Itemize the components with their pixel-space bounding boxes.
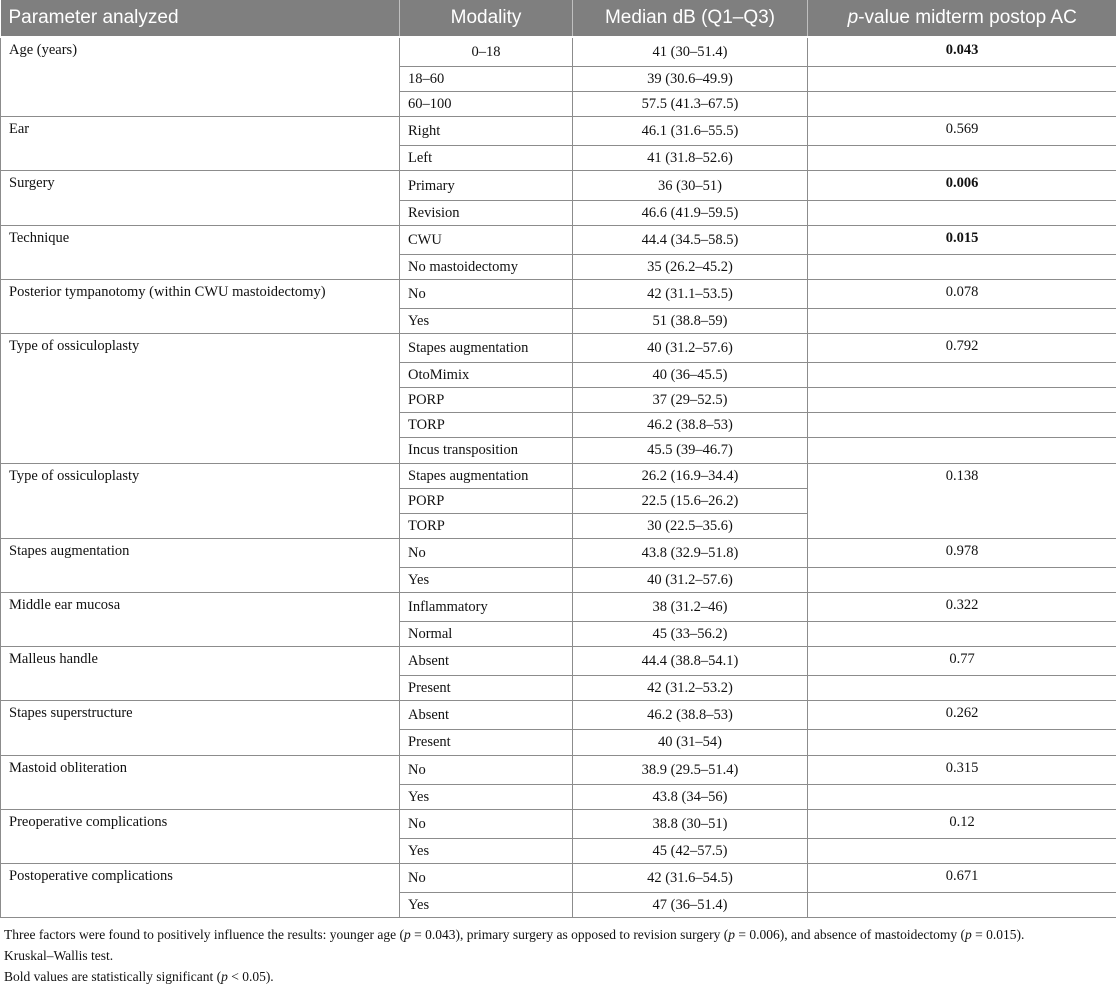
- modality-cell: Present: [400, 676, 573, 701]
- pvalue-empty-cell: [808, 308, 1116, 333]
- header-pvalue-p: p: [848, 7, 859, 28]
- parameter-cell: Malleus handle: [1, 647, 400, 701]
- pvalue-empty-cell: [808, 67, 1116, 92]
- table-row: [1, 225, 1116, 254]
- parameter-cell: Posterior tympanotomy (within CWU mastoidectomy): [1, 279, 400, 333]
- table-row: [1, 463, 1116, 488]
- pvalue-cell: 0.77: [808, 647, 1116, 676]
- median-cell: 40 (36–45.5): [573, 363, 808, 388]
- modality-cell: Absent: [400, 701, 573, 730]
- parameter-cell: Middle ear mucosa: [1, 592, 400, 646]
- pvalue-cell: 0.043: [808, 37, 1116, 67]
- modality-cell: Yes: [400, 784, 573, 809]
- pvalue-empty-cell: [808, 146, 1116, 171]
- pvalue-empty-cell: [808, 413, 1116, 438]
- pvalue-cell: 0.671: [808, 863, 1116, 892]
- modality-cell: Revision: [400, 200, 573, 225]
- modality-cell: Normal: [400, 622, 573, 647]
- table-footnotes: [0, 918, 1116, 987]
- modality-cell: Stapes augmentation: [400, 334, 573, 363]
- parameter-cell: Preoperative complications: [1, 809, 400, 863]
- footnote-test: Kruskal–Wallis test.: [4, 945, 1116, 966]
- pvalue-cell: 0.12: [808, 809, 1116, 838]
- modality-cell: 18–60: [400, 67, 573, 92]
- parameter-cell: Stapes superstructure: [1, 701, 400, 755]
- pvalue-empty-cell: [808, 784, 1116, 809]
- median-cell: 38 (31.2–46): [573, 592, 808, 621]
- table-row: [1, 755, 1116, 784]
- pvalue-cell: 0.569: [808, 117, 1116, 146]
- pvalue-cell: 0.262: [808, 701, 1116, 730]
- parameter-cell: Surgery: [1, 171, 400, 225]
- modality-cell: Yes: [400, 567, 573, 592]
- modality-cell: Inflammatory: [400, 592, 573, 621]
- median-cell: 46.6 (41.9–59.5): [573, 200, 808, 225]
- pvalue-cell: 0.138: [808, 463, 1116, 538]
- modality-cell: Yes: [400, 308, 573, 333]
- modality-cell: PORP: [400, 388, 573, 413]
- pvalue-cell: 0.322: [808, 592, 1116, 621]
- pvalue-empty-cell: [808, 438, 1116, 463]
- median-cell: 42 (31.2–53.2): [573, 676, 808, 701]
- table-row: [1, 592, 1116, 621]
- median-cell: 37 (29–52.5): [573, 388, 808, 413]
- modality-cell: Incus transposition: [400, 438, 573, 463]
- median-cell: 44.4 (38.8–54.1): [573, 647, 808, 676]
- table-row: [1, 37, 1116, 67]
- pvalue-cell: 0.315: [808, 755, 1116, 784]
- modality-cell: TORP: [400, 513, 573, 538]
- median-cell: 26.2 (16.9–34.4): [573, 463, 808, 488]
- modality-cell: Left: [400, 146, 573, 171]
- header-median: Median dB (Q1–Q3): [573, 0, 808, 37]
- pvalue-empty-cell: [808, 838, 1116, 863]
- parameter-cell: Type of ossiculoplasty: [1, 463, 400, 538]
- median-cell: 45 (42–57.5): [573, 838, 808, 863]
- header-parameter: Parameter analyzed: [1, 0, 400, 37]
- pvalue-empty-cell: [808, 567, 1116, 592]
- modality-cell: Yes: [400, 838, 573, 863]
- median-cell: 43.8 (32.9–51.8): [573, 538, 808, 567]
- parameter-cell: Type of ossiculoplasty: [1, 334, 400, 463]
- table-row: [1, 117, 1116, 146]
- footnote-bold: Bold values are statistically significant (p < 0.05).: [4, 966, 1116, 987]
- median-cell: 38.8 (30–51): [573, 809, 808, 838]
- table-header: [1, 0, 1116, 37]
- modality-cell: No: [400, 538, 573, 567]
- modality-cell: Present: [400, 730, 573, 755]
- parameter-cell: Stapes augmentation: [1, 538, 400, 592]
- table-row: [1, 863, 1116, 892]
- pvalue-empty-cell: [808, 363, 1116, 388]
- median-cell: 36 (30–51): [573, 171, 808, 200]
- parameter-cell: Technique: [1, 225, 400, 279]
- median-cell: 35 (26.2–45.2): [573, 254, 808, 279]
- median-cell: 44.4 (34.5–58.5): [573, 225, 808, 254]
- modality-cell: Right: [400, 117, 573, 146]
- table-body: [1, 37, 1116, 918]
- modality-cell: 0–18: [400, 37, 573, 67]
- parameter-cell: Mastoid obliteration: [1, 755, 400, 809]
- median-cell: 38.9 (29.5–51.4): [573, 755, 808, 784]
- modality-cell: No: [400, 863, 573, 892]
- table-row: [1, 334, 1116, 363]
- median-cell: 43.8 (34–56): [573, 784, 808, 809]
- pvalue-empty-cell: [808, 622, 1116, 647]
- table-row: [1, 701, 1116, 730]
- pvalue-cell: 0.792: [808, 334, 1116, 363]
- pvalue-empty-cell: [808, 254, 1116, 279]
- parameter-cell: Ear: [1, 117, 400, 171]
- parameter-cell: Postoperative complications: [1, 863, 400, 917]
- parameter-cell: Age (years): [1, 37, 400, 117]
- modality-cell: Stapes augmentation: [400, 463, 573, 488]
- header-pvalue-rest: -value midterm postop AC: [858, 7, 1077, 28]
- median-cell: 42 (31.6–54.5): [573, 863, 808, 892]
- modality-cell: CWU: [400, 225, 573, 254]
- modality-cell: PORP: [400, 488, 573, 513]
- pvalue-cell: 0.006: [808, 171, 1116, 200]
- modality-cell: TORP: [400, 413, 573, 438]
- median-cell: 57.5 (41.3–67.5): [573, 92, 808, 117]
- modality-cell: No: [400, 755, 573, 784]
- table-row: [1, 171, 1116, 200]
- pvalue-cell: 0.978: [808, 538, 1116, 567]
- median-cell: 47 (36–51.4): [573, 893, 808, 918]
- median-cell: 41 (31.8–52.6): [573, 146, 808, 171]
- pvalue-cell: 0.015: [808, 225, 1116, 254]
- table-row: [1, 647, 1116, 676]
- median-cell: 42 (31.1–53.5): [573, 279, 808, 308]
- modality-cell: Primary: [400, 171, 573, 200]
- median-cell: 22.5 (15.6–26.2): [573, 488, 808, 513]
- pvalue-cell: 0.078: [808, 279, 1116, 308]
- median-cell: 40 (31–54): [573, 730, 808, 755]
- median-cell: 40 (31.2–57.6): [573, 334, 808, 363]
- median-cell: 46.1 (31.6–55.5): [573, 117, 808, 146]
- median-cell: 41 (30–51.4): [573, 37, 808, 67]
- median-cell: 39 (30.6–49.9): [573, 67, 808, 92]
- pvalue-empty-cell: [808, 893, 1116, 918]
- median-cell: 40 (31.2–57.6): [573, 567, 808, 592]
- footnote-summary: Three factors were found to positively influence the results: younger age (p = 0.043), primary surgery as opposed to revision surgery (p = 0.006), and absence of mastoidectomy (p = 0.015).: [4, 924, 1116, 945]
- median-cell: 51 (38.8–59): [573, 308, 808, 333]
- table-row: [1, 809, 1116, 838]
- modality-cell: No: [400, 809, 573, 838]
- median-cell: 46.2 (38.8–53): [573, 701, 808, 730]
- median-cell: 46.2 (38.8–53): [573, 413, 808, 438]
- modality-cell: Yes: [400, 893, 573, 918]
- modality-cell: 60–100: [400, 92, 573, 117]
- header-modality: Modality: [400, 0, 573, 37]
- pvalue-empty-cell: [808, 388, 1116, 413]
- pvalue-empty-cell: [808, 92, 1116, 117]
- modality-cell: No: [400, 279, 573, 308]
- pvalue-empty-cell: [808, 730, 1116, 755]
- modality-cell: OtoMimix: [400, 363, 573, 388]
- pvalue-empty-cell: [808, 676, 1116, 701]
- median-cell: 45.5 (39–46.7): [573, 438, 808, 463]
- median-cell: 45 (33–56.2): [573, 622, 808, 647]
- modality-cell: No mastoidectomy: [400, 254, 573, 279]
- table-row: [1, 279, 1116, 308]
- median-cell: 30 (22.5–35.6): [573, 513, 808, 538]
- header-pvalue: [808, 0, 1116, 37]
- table-row: [1, 538, 1116, 567]
- pvalue-empty-cell: [808, 200, 1116, 225]
- modality-cell: Absent: [400, 647, 573, 676]
